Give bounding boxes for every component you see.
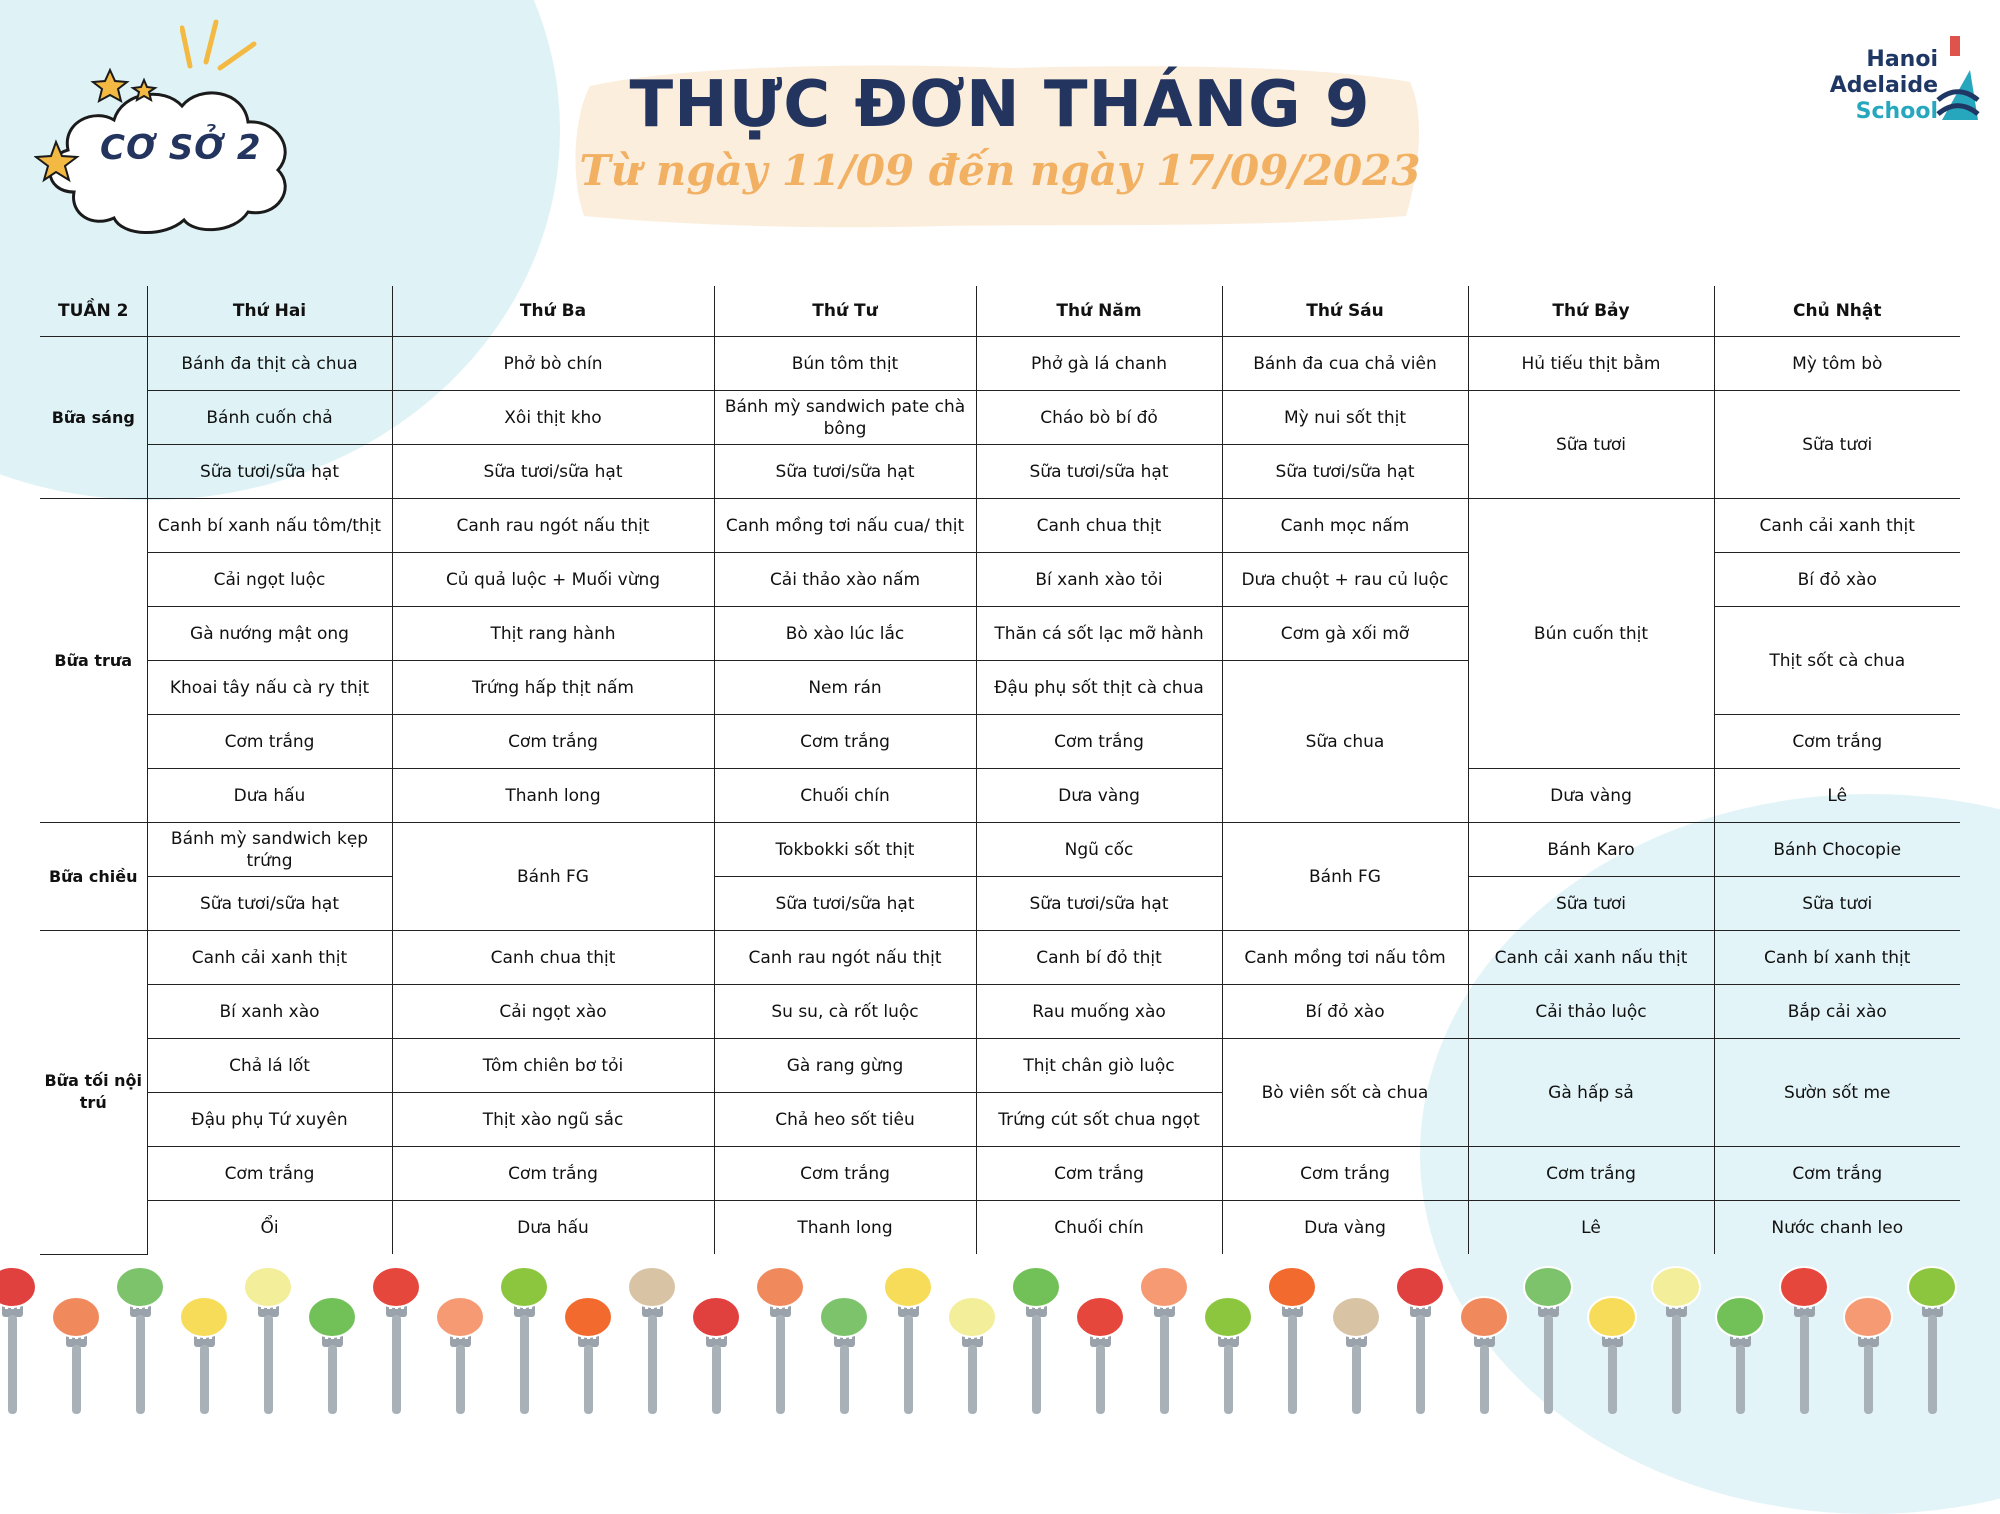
menu-cell: Bánh mỳ sandwich pate chà bông (714, 391, 976, 445)
shrimp-icon (52, 1297, 100, 1414)
menu-cell: Canh bí đỏ thịt (976, 931, 1222, 985)
menu-cell: Cơm trắng (392, 1147, 714, 1201)
campus-label: CƠ SỞ 2 (100, 128, 262, 168)
table-row (40, 1147, 1960, 1201)
menu-cell: Bánh FG (1222, 823, 1468, 931)
logo-text-hanoi: Hanoi (1866, 47, 1938, 72)
carrot-icon (1268, 1267, 1316, 1414)
menu-cell: Bún cuốn thịt (1468, 499, 1714, 769)
menu-cell: Trứng cút sốt chua ngọt (976, 1093, 1222, 1147)
menu-cell: Canh mồng tơi nấu cua/ thịt (714, 499, 976, 553)
table-row (40, 1039, 1960, 1093)
menu-cell: Lê (1468, 1201, 1714, 1255)
weekly-menu-table (40, 286, 1960, 1255)
menu-cell: Tôm chiên bơ tỏi (392, 1039, 714, 1093)
strawberry-icon (692, 1297, 740, 1414)
lemon-icon (1588, 1297, 1636, 1414)
menu-cell: Bí xanh xào tỏi (976, 553, 1222, 607)
menu-cell: Sữa tươi/sữa hạt (976, 445, 1222, 499)
table-row (40, 499, 1960, 553)
date-range-subtitle: Từ ngày 11/09 đến ngày 17/09/2023 (579, 146, 1421, 195)
salmon-icon (436, 1297, 484, 1414)
day-header-sat: Thứ Bảy (1468, 286, 1714, 337)
menu-cell: Thịt chân giò luộc (976, 1039, 1222, 1093)
menu-cell: Canh cải xanh nấu thịt (1468, 931, 1714, 985)
table-row (40, 1201, 1960, 1255)
menu-cell: Mỳ tôm bò (1714, 337, 1960, 391)
menu-cell: Phở gà lá chanh (976, 337, 1222, 391)
day-header-fri: Thứ Sáu (1222, 286, 1468, 337)
menu-cell: Cơm trắng (392, 715, 714, 769)
menu-cell: Sữa tươi (1714, 877, 1960, 931)
menu-cell: Sữa tươi/sữa hạt (392, 445, 714, 499)
menu-cell: Canh mọc nấm (1222, 499, 1468, 553)
menu-cell: Cải thảo xào nấm (714, 553, 976, 607)
kiwi-icon (500, 1267, 548, 1414)
menu-cell: Sữa tươi/sữa hạt (1222, 445, 1468, 499)
menu-cell: Canh rau ngót nấu thịt (392, 499, 714, 553)
day-header-tue: Thứ Ba (392, 286, 714, 337)
menu-cell: Đậu phụ sốt thịt cà chua (976, 661, 1222, 715)
day-header-mon: Thứ Hai (147, 286, 392, 337)
week-label: TUẦN 2 (40, 286, 147, 337)
cucumber-icon (820, 1297, 868, 1414)
asparagus-icon (244, 1267, 292, 1414)
meal-label-lunch: Bữa trưa (40, 499, 147, 823)
table-row (40, 985, 1960, 1039)
menu-cell: Thanh long (392, 769, 714, 823)
menu-cell: Dưa hấu (147, 769, 392, 823)
salmon-icon (1844, 1297, 1892, 1414)
menu-cell: Cơm trắng (1468, 1147, 1714, 1201)
menu-cell: Su su, cà rốt luộc (714, 985, 976, 1039)
menu-cell: Hủ tiếu thịt bằm (1468, 337, 1714, 391)
menu-cell: Chuối chín (714, 769, 976, 823)
carrot-icon (564, 1297, 612, 1414)
mushroom-icon (628, 1267, 676, 1414)
menu-cell: Dưa vàng (976, 769, 1222, 823)
menu-cell: Bánh cuốn chả (147, 391, 392, 445)
menu-cell: Ổi (147, 1201, 392, 1255)
menu-cell: Cải ngọt luộc (147, 553, 392, 607)
strawberry-icon (1396, 1267, 1444, 1414)
menu-cell: Sữa tươi/sữa hạt (714, 877, 976, 931)
menu-cell: Cơm trắng (976, 715, 1222, 769)
menu-cell: Canh mồng tơi nấu tôm (1222, 931, 1468, 985)
menu-cell: Sữa tươi (1468, 391, 1714, 499)
menu-cell: Bún tôm thịt (714, 337, 976, 391)
lettuce-icon (308, 1297, 356, 1414)
shrimp-icon (1460, 1297, 1508, 1414)
menu-cell: Cải thảo luộc (1468, 985, 1714, 1039)
menu-cell: Sữa tươi (1714, 391, 1960, 499)
menu-cell: Cơm gà xối mỡ (1222, 607, 1468, 661)
meal-label-afternoon: Bữa chiều (40, 823, 147, 931)
menu-cell: Đậu phụ Tứ xuyên (147, 1093, 392, 1147)
menu-cell: Bò xào lúc lắc (714, 607, 976, 661)
menu-cell: Cơm trắng (976, 1147, 1222, 1201)
menu-cell: Sữa tươi/sữa hạt (714, 445, 976, 499)
asparagus-icon (948, 1297, 996, 1414)
menu-cell: Cải ngọt xào (392, 985, 714, 1039)
menu-cell: Thanh long (714, 1201, 976, 1255)
meal-label-breakfast: Bữa sáng (40, 337, 147, 499)
menu-cell: Nem rán (714, 661, 976, 715)
meal-label-dinner: Bữa tối nội trú (40, 931, 147, 1255)
menu-cell: Xôi thịt kho (392, 391, 714, 445)
table-row (40, 877, 1960, 931)
menu-cell: Canh chua thịt (976, 499, 1222, 553)
salmon-icon (1140, 1267, 1188, 1414)
menu-cell: Sữa tươi (1468, 877, 1714, 931)
table-row (40, 931, 1960, 985)
tomato-icon (1780, 1267, 1828, 1414)
menu-cell: Tokbokki sốt thịt (714, 823, 976, 877)
lettuce-icon (1716, 1297, 1764, 1414)
day-header-sun: Chủ Nhật (1714, 286, 1960, 337)
menu-cell: Lê (1714, 769, 1960, 823)
menu-cell: Canh bí xanh thịt (1714, 931, 1960, 985)
tomato-icon (372, 1267, 420, 1414)
menu-cell: Cơm trắng (147, 715, 392, 769)
menu-cell: Bí đỏ xào (1714, 553, 1960, 607)
menu-cell: Dưa vàng (1468, 769, 1714, 823)
menu-cell: Cơm trắng (1222, 1147, 1468, 1201)
menu-cell: Sữa tươi/sữa hạt (147, 445, 392, 499)
table-row (40, 337, 1960, 391)
menu-cell: Gà nướng mật ong (147, 607, 392, 661)
kiwi-icon (1908, 1267, 1956, 1414)
menu-cell: Gà rang gừng (714, 1039, 976, 1093)
menu-cell: Ngũ cốc (976, 823, 1222, 877)
menu-cell: Canh chua thịt (392, 931, 714, 985)
menu-cell: Thăn cá sốt lạc mỡ hành (976, 607, 1222, 661)
page-title: THỰC ĐƠN THÁNG 9 (629, 68, 1371, 142)
menu-cell: Bánh FG (392, 823, 714, 931)
menu-cell: Cơm trắng (714, 1147, 976, 1201)
strawberry-icon (0, 1267, 36, 1414)
table-header-row (40, 286, 1960, 337)
menu-cell: Bánh đa cua chả viên (1222, 337, 1468, 391)
menu-cell: Cháo bò bí đỏ (976, 391, 1222, 445)
menu-cell: Thịt xào ngũ sắc (392, 1093, 714, 1147)
menu-cell: Phở bò chín (392, 337, 714, 391)
menu-cell: Gà hấp sả (1468, 1039, 1714, 1147)
menu-cell: Canh bí xanh nấu tôm/thịt (147, 499, 392, 553)
menu-cell: Bò viên sốt cà chua (1222, 1039, 1468, 1147)
menu-cell: Nước chanh leo (1714, 1201, 1960, 1255)
menu-cell: Dưa vàng (1222, 1201, 1468, 1255)
lemon-icon (884, 1267, 932, 1414)
table-row (40, 823, 1960, 877)
menu-cell: Cơm trắng (147, 1147, 392, 1201)
day-header-wed: Thứ Tư (714, 286, 976, 337)
menu-cell: Sữa tươi/sữa hạt (976, 877, 1222, 931)
menu-cell: Canh rau ngót nấu thịt (714, 931, 976, 985)
menu-cell: Bánh mỳ sandwich kẹp trứng (147, 823, 392, 877)
menu-cell: Rau muống xào (976, 985, 1222, 1039)
logo-text-adelaide: Adelaide (1829, 73, 1938, 98)
menu-cell: Sữa tươi/sữa hạt (147, 877, 392, 931)
menu-cell: Canh cải xanh thịt (1714, 499, 1960, 553)
menu-cell: Cơm trắng (714, 715, 976, 769)
day-header-thu: Thứ Năm (976, 286, 1222, 337)
menu-cell: Cơm trắng (1714, 715, 1960, 769)
menu-cell: Bánh Karo (1468, 823, 1714, 877)
menu-cell: Sườn sốt me (1714, 1039, 1960, 1147)
menu-cell: Thịt rang hành (392, 607, 714, 661)
menu-cell: Củ quả luộc + Muối vừng (392, 553, 714, 607)
tomato-icon (1076, 1297, 1124, 1414)
menu-cell: Chả lá lốt (147, 1039, 392, 1093)
menu-cell: Dưa chuột + rau củ luộc (1222, 553, 1468, 607)
menu-cell: Chuối chín (976, 1201, 1222, 1255)
lemon-icon (180, 1297, 228, 1414)
kiwi-icon (1204, 1297, 1252, 1414)
menu-cell: Cơm trắng (1714, 1147, 1960, 1201)
menu-cell: Bánh Chocopie (1714, 823, 1960, 877)
cucumber-icon (116, 1267, 164, 1414)
food-forks-decoration (0, 1255, 2000, 1414)
asparagus-icon (1652, 1267, 1700, 1414)
mushroom-icon (1332, 1297, 1380, 1414)
menu-cell: Mỳ nui sốt thịt (1222, 391, 1468, 445)
lettuce-icon (1012, 1267, 1060, 1414)
menu-cell: Bí xanh xào (147, 985, 392, 1039)
table-row (40, 769, 1960, 823)
cucumber-icon (1524, 1267, 1572, 1414)
logo-text-school: School (1855, 99, 1938, 124)
menu-cell: Trứng hấp thịt nấm (392, 661, 714, 715)
menu-cell: Dưa hấu (392, 1201, 714, 1255)
menu-cell: Bánh đa thịt cà chua (147, 337, 392, 391)
shrimp-icon (756, 1267, 804, 1414)
menu-cell: Khoai tây nấu cà ry thịt (147, 661, 392, 715)
menu-cell: Chả heo sốt tiêu (714, 1093, 976, 1147)
menu-cell: Sữa chua (1222, 661, 1468, 823)
menu-cell: Bắp cải xào (1714, 985, 1960, 1039)
table-row (40, 391, 1960, 445)
menu-cell: Thịt sốt cà chua (1714, 607, 1960, 715)
menu-cell: Canh cải xanh thịt (147, 931, 392, 985)
menu-cell: Bí đỏ xào (1222, 985, 1468, 1039)
